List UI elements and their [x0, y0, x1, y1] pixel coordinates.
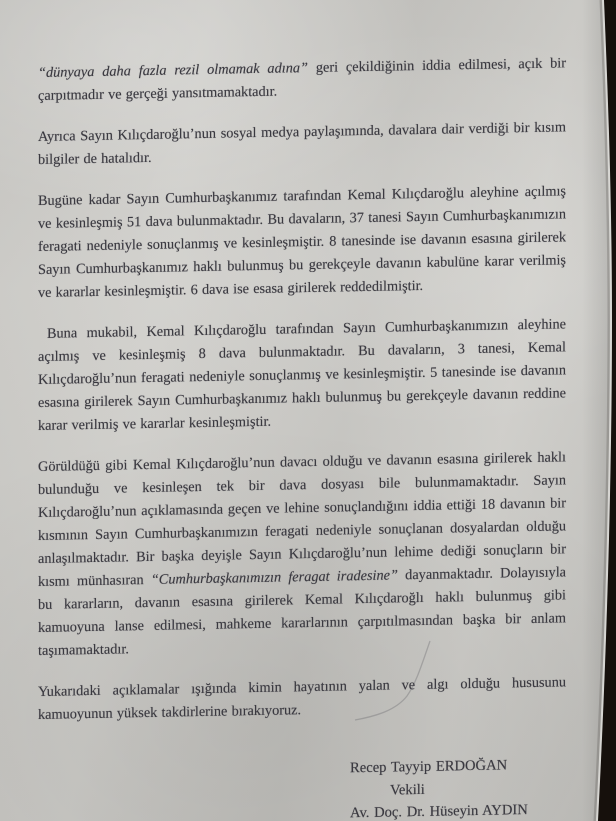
body-text: Buna mukabil, Kemal Kılıçdaroğlu tarafından Sayın Cumhurbaşkanımızın aleyhine açılmış ve kesinleşmiş 8 dava bulunmaktadır. Bu davaların, 3 tanesi, Kemal Kılıçdaroğlu’nun feragati nedeniyle sonuçlanmış ve kesinleşmiştir. 5 tanesinde ise davanın esasına girilerek Sayın Cumhurbaşkanımız haklı bulunmuş bu gerekçeyle davanın reddine karar verilmiş ve kararlar kesinleşmiştir.: [38, 316, 566, 434]
body-text: Yukarıdaki açıklamalar ışığında kimin hayatının yalan ve algı olduğu hususunu kamuoyunun yüksek takdirlerine bırakıyoruz.: [38, 674, 566, 723]
body-text: Bugüne kadar Sayın Cumhurbaşkanımız tarafından Kemal Kılıçdaroğlu aleyhine açılmış ve kesinleşmiş 51 dava bulunmaktadır. Bu davaların, 37 tanesi Sayın Cumhurbaşkanımızın feragati nedeniyle sonuçlanmış ve kesinleşmiştir. 8 tanesinde ise davanın esasına girilerek Sayın Cumhurbaşkanımız haklı bulunmuş bu gerekçeyle davanın kabulüne karar verilmiş ve kararlar kesinleşmiştir. 6 dava ise esasa girilerek reddedilmiştir.: [38, 183, 566, 301]
quoted-italic-text: “dünyaya daha fazla rezil olmamak adına”: [38, 60, 308, 81]
body-text: dayanmaktadır. Dolayısıyla bu kararların, davanın esasına girilerek Kemal Kılıçdaroğlı haklı bulunmuş gibi kamuoyuna lanse edilmesi, mahkeme kararlarının çarpıtılmasından başka bir anlam taşımamaktadır.: [38, 564, 567, 659]
paragraph: [38, 180, 566, 305]
document-body: [38, 52, 566, 727]
signature-block: [350, 753, 566, 821]
document-content: [38, 52, 566, 821]
signatory-name: Recep Tayyip ERDOĞAN: [350, 757, 508, 777]
body-text: Görüldüğü gibi Kemal Kılıçdaroğlu’nun davacı olduğu ve davanın esasına girilerek haklı bulunduğu ve kesinleşen tek bir dava dosyası bile bulunmamaktadır. Sayın Kılıçdaroğlu’nun açıklamasında geçen ve lehine sonuçlandığını iddia ettiği 18 davanın bir kısmının Sayın Cumhurbaşkanımızın feragati nedeniyle sonuçlanan dosyalardan olduğu anlaşılmaktadır. Bir başka deyişle Sayın Kılıçdaroğlu’nun lehime dediği sonuçların bir kısmı münhasıran: [38, 449, 566, 590]
signatory-lawyer: Av. Doç. Dr. Hüseyin AYDIN: [350, 802, 528, 821]
paragraph: [38, 313, 566, 438]
body-text: geri çekildiğinin iddia edilmesi, açık bir çarpıtmadır ve gerçeği yansıtmamaktadır.: [38, 55, 566, 104]
paragraph: [38, 52, 566, 108]
body-text: Ayrıca Sayın Kılıçdaroğlu’nun sosyal medya paylaşımında, davalara dair verdiği bir kısım bilgiler de hatalıdır.: [38, 119, 566, 168]
signatory-role: Vekili: [390, 781, 425, 799]
paragraph: [38, 116, 566, 172]
quoted-italic-text: “Cumhurbaşkanımızın feragat iradesine”: [150, 567, 398, 588]
paragraph: [38, 671, 566, 727]
paragraph: [38, 446, 566, 663]
